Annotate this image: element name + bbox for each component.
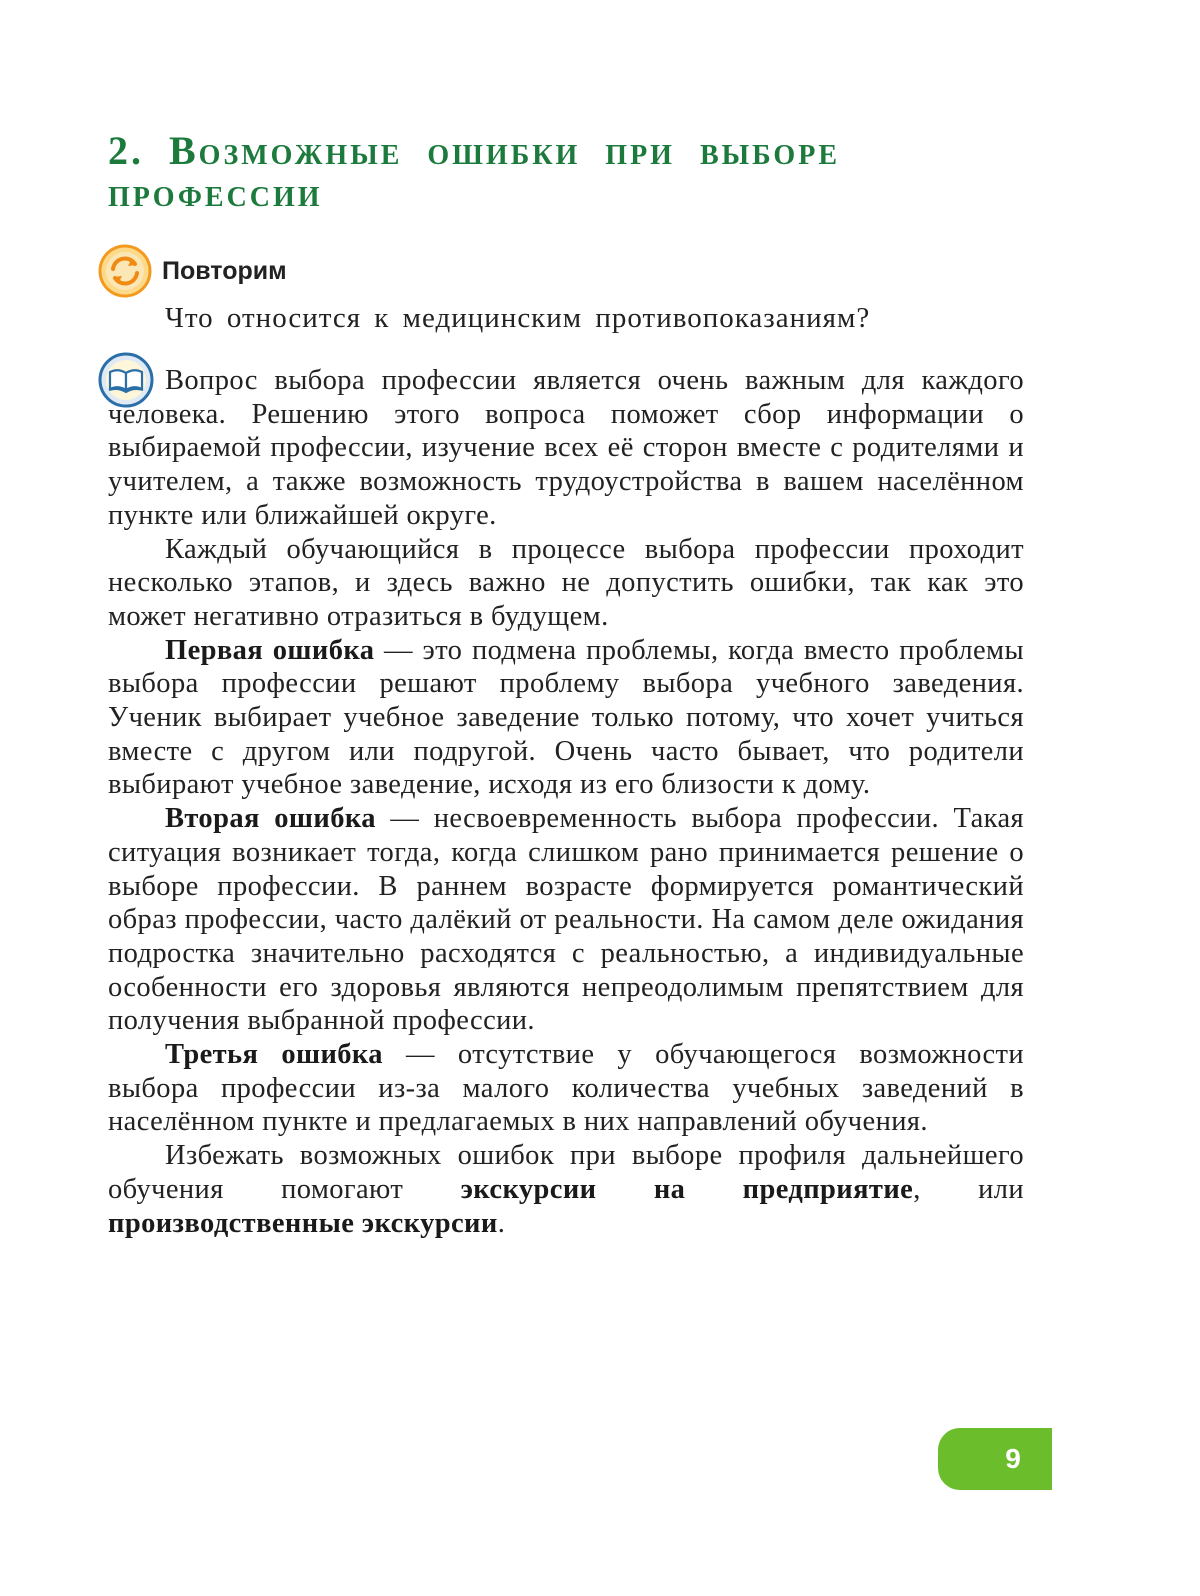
repeat-block <box>98 244 287 298</box>
term-industrial-excursions: производственные экскурсии <box>108 1207 498 1239</box>
term-first-mistake: Первая ошибка <box>165 634 375 666</box>
section-heading <box>108 130 1048 214</box>
paragraph-text: — это подмена проблемы, когда вместо проблемы выбора профессии решают проблему выбора учебного заведения. Ученик выбирает учебное заведение только потому, что хочет учиться вместе с другом или подругой. Очень часто бывает, что родители выбирают учебное заведение, исходя из его близости к дому. <box>108 634 1024 801</box>
page-number-tab <box>938 1428 1052 1490</box>
refresh-icon <box>98 244 152 298</box>
paragraph: Вопрос выбора профессии является очень важным для каждого человека. Решению этого вопроса поможет сбор информации о выбираемой профессии, изучение всех её сторон вместе с родителями и учителем, а также возможность трудоустройства в вашем населённом пункте или ближайшей округе. <box>108 365 1024 531</box>
term-excursions: экскурсии на предприятие <box>460 1173 914 1205</box>
paragraph-third-mistake <box>108 1038 1024 1139</box>
paragraph-text: , или <box>913 1173 1024 1205</box>
term-second-mistake: Вторая ошибка <box>165 803 376 835</box>
paragraph-text: . <box>497 1207 506 1239</box>
paragraph-conclusion <box>108 1139 1024 1240</box>
section-number: 2. <box>108 128 144 173</box>
page-number: 9 <box>1005 1443 1021 1474</box>
paragraph-text: — несвоевременность выбора профессии. Такая ситуация возникает тогда, когда слишком рано принимается решение о выборе профессии. В раннем возрасте формируется романтический образ профессии, часто далёкий от реальности. На самом деле ожидания подростка значительно расходятся с реальностью, а индивидуальные особенности его здоровья являются непреодолимым препятствием для получения выбранной профессии. <box>108 803 1025 1037</box>
term-third-mistake: Третья ошибка <box>165 1039 383 1071</box>
section-title-text: Возможные ошибки при выборе профессии <box>108 128 840 215</box>
repeat-label: Повторим <box>162 256 287 285</box>
main-text <box>108 364 1024 1240</box>
paragraph: Каждый обучающийся в процессе выбора профессии проходит несколько этапов, и здесь важно не допустить ошибки, так как это может негативно отразиться в будущем. <box>108 533 1024 632</box>
paragraph-first-mistake <box>108 634 1024 803</box>
paragraph-second-mistake <box>108 802 1024 1038</box>
paragraph-text: — отсутствие у обучающегося возможности выбора профессии из-за малого количества учебных заведений в населённом пункте и предлагаемых в них направлений обучения. <box>108 1039 1024 1138</box>
review-question: Что относится к медицинским противопоказаниям? <box>165 302 871 334</box>
paragraph-text: Избежать возможных ошибок при выборе профиля дальнейшего обучения помогают <box>108 1140 1024 1205</box>
